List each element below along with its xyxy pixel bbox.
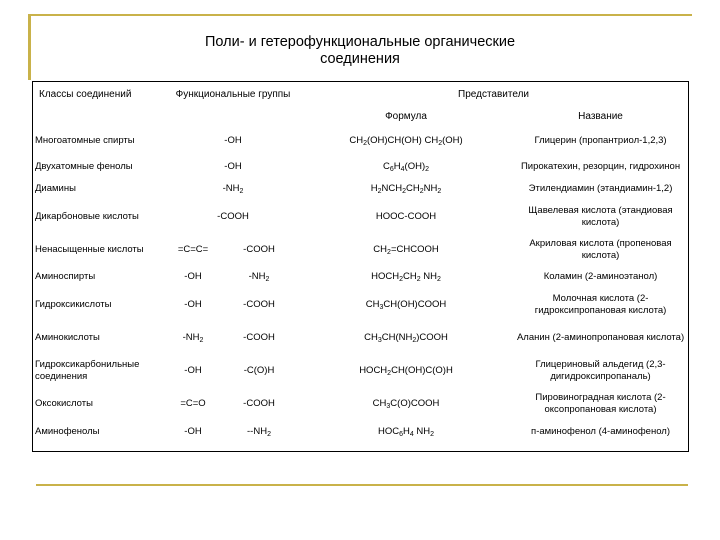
- row-group-cell: -OH: [224, 135, 242, 146]
- row-class-cell: Гидроксикарбонильные соединения: [35, 358, 140, 382]
- row-formula-cell: $HOC_6H_4$ $NH_2$: [377, 425, 435, 438]
- table-row: [33, 126, 688, 156]
- row-name-cell: Молочная кислота (2-гидроксипропановая кислота): [534, 292, 667, 316]
- header-classes: Классы соединений: [39, 89, 132, 100]
- title-line-1: Поли- и гетерофункциональные органические: [204, 34, 516, 50]
- row-name-cell: Глицериновый альдегид (2,3-дигидроксипропаналь): [535, 358, 666, 382]
- compounds-table-frame: [32, 81, 689, 452]
- row-formula-cell: $C_6H_4(OH)_2$: [382, 161, 430, 173]
- row-formula-cell: $HOCH_2CH_2$ $NH_2$: [371, 271, 441, 283]
- row-group1-cell: -OH: [184, 425, 202, 437]
- decorative-top-rule: [28, 14, 692, 16]
- table-row: [33, 156, 688, 178]
- row-name-cell: Пировиноградная кислота (2-оксопропановая кислота): [535, 391, 666, 415]
- row-class-cell: Дикарбоновые кислоты: [35, 210, 139, 222]
- row-group2-cell: -COOH: [243, 243, 275, 255]
- page-title: [150, 34, 570, 68]
- title-line-2: соединения: [320, 51, 400, 67]
- row-name-cell: п-аминофенол (4-аминофенол): [531, 425, 670, 437]
- row-group-cell: -OH: [224, 161, 242, 172]
- row-formula-cell: $CH_3CH(OH)COOH$: [365, 298, 447, 311]
- row-name-cell: Акриловая кислота (пропеновая кислота): [529, 237, 672, 261]
- row-class-cell: Многоатомные спирты: [35, 135, 135, 146]
- compounds-table: [33, 82, 688, 443]
- row-class-cell: Аминокислоты: [35, 331, 100, 343]
- row-formula-cell: HOOC-COOH: [375, 210, 437, 222]
- row-formula-cell: $CH_2=CHCOOH$: [373, 243, 439, 256]
- header-representatives: Представители: [458, 89, 530, 100]
- header-row-1: [33, 82, 688, 104]
- table-row: [33, 288, 688, 321]
- row-name-cell: Этилендиамин (этандиамин-1,2): [528, 183, 673, 194]
- row-name-cell: Щавелевая кислота (этандиовая кислота): [528, 204, 673, 228]
- row-name-cell: Пирокатехин, резорцин, гидрохинон: [520, 161, 681, 172]
- row-formula-cell: $H_2NCH_2CH_2NH_2$: [370, 183, 442, 195]
- row-group-cell: -COOH: [217, 210, 249, 222]
- row-group2-cell: $-NH_2$: [248, 271, 270, 283]
- row-group1-cell: -OH: [184, 364, 202, 376]
- table-row: [33, 233, 688, 266]
- row-group2-cell: -COOH: [243, 397, 275, 409]
- row-formula-cell: $CH_3CH(NH_2)COOH$: [364, 331, 448, 344]
- row-group1-cell: -OH: [184, 298, 202, 310]
- row-group-cell: $-NH_2$: [222, 183, 244, 195]
- row-group1-cell: =C=C=: [177, 243, 209, 255]
- table-row: [33, 387, 688, 420]
- table-row: [33, 266, 688, 288]
- table-row: [33, 420, 688, 443]
- row-class-cell: Гидроксикислоты: [35, 298, 112, 310]
- row-formula-cell: $CH_2(OH)CH(OH)$ $CH_2(OH)$: [349, 135, 463, 147]
- row-group2-cell: -COOH: [243, 298, 275, 310]
- row-group2-cell: -C(O)H: [243, 364, 275, 376]
- row-group2-cell: -COOH: [243, 331, 275, 343]
- table-row: [33, 321, 688, 354]
- decorative-left-rule: [28, 14, 31, 80]
- row-class-cell: Аминоспирты: [35, 271, 96, 282]
- row-class-cell: Двухатомные фенолы: [35, 161, 133, 172]
- row-name-cell: Коламин (2-аминоэтанол): [543, 271, 658, 282]
- row-group2-cell: $--NH_2$: [247, 425, 271, 438]
- row-class-cell: Ненасыщенные кислоты: [35, 243, 144, 255]
- header-formula: Формула: [385, 111, 427, 122]
- row-group1-cell: $-NH_2$: [182, 331, 204, 344]
- header-name: Название: [578, 111, 623, 122]
- row-group1-cell: =C=O: [180, 397, 206, 409]
- header-functional-groups: Функциональные группы: [175, 89, 291, 100]
- row-formula-cell: $HOCH_2CH(OH)C(O)H$: [359, 364, 453, 377]
- row-formula-cell: $CH_3C(O)COOH$: [372, 397, 440, 410]
- table-row: [33, 200, 688, 233]
- row-group1-cell: -OH: [184, 271, 202, 282]
- decorative-bottom-rule: [36, 484, 688, 486]
- row-class-cell: Диамины: [35, 183, 76, 194]
- table-row: [33, 178, 688, 200]
- row-class-cell: Оксокислоты: [35, 397, 93, 409]
- row-name-cell: Глицерин (пропантриол-1,2,3): [534, 135, 667, 146]
- row-name-cell: Аланин (2-аминопропановая кислота): [516, 331, 685, 343]
- row-class-cell: Аминофенолы: [35, 425, 100, 437]
- table-row: [33, 354, 688, 387]
